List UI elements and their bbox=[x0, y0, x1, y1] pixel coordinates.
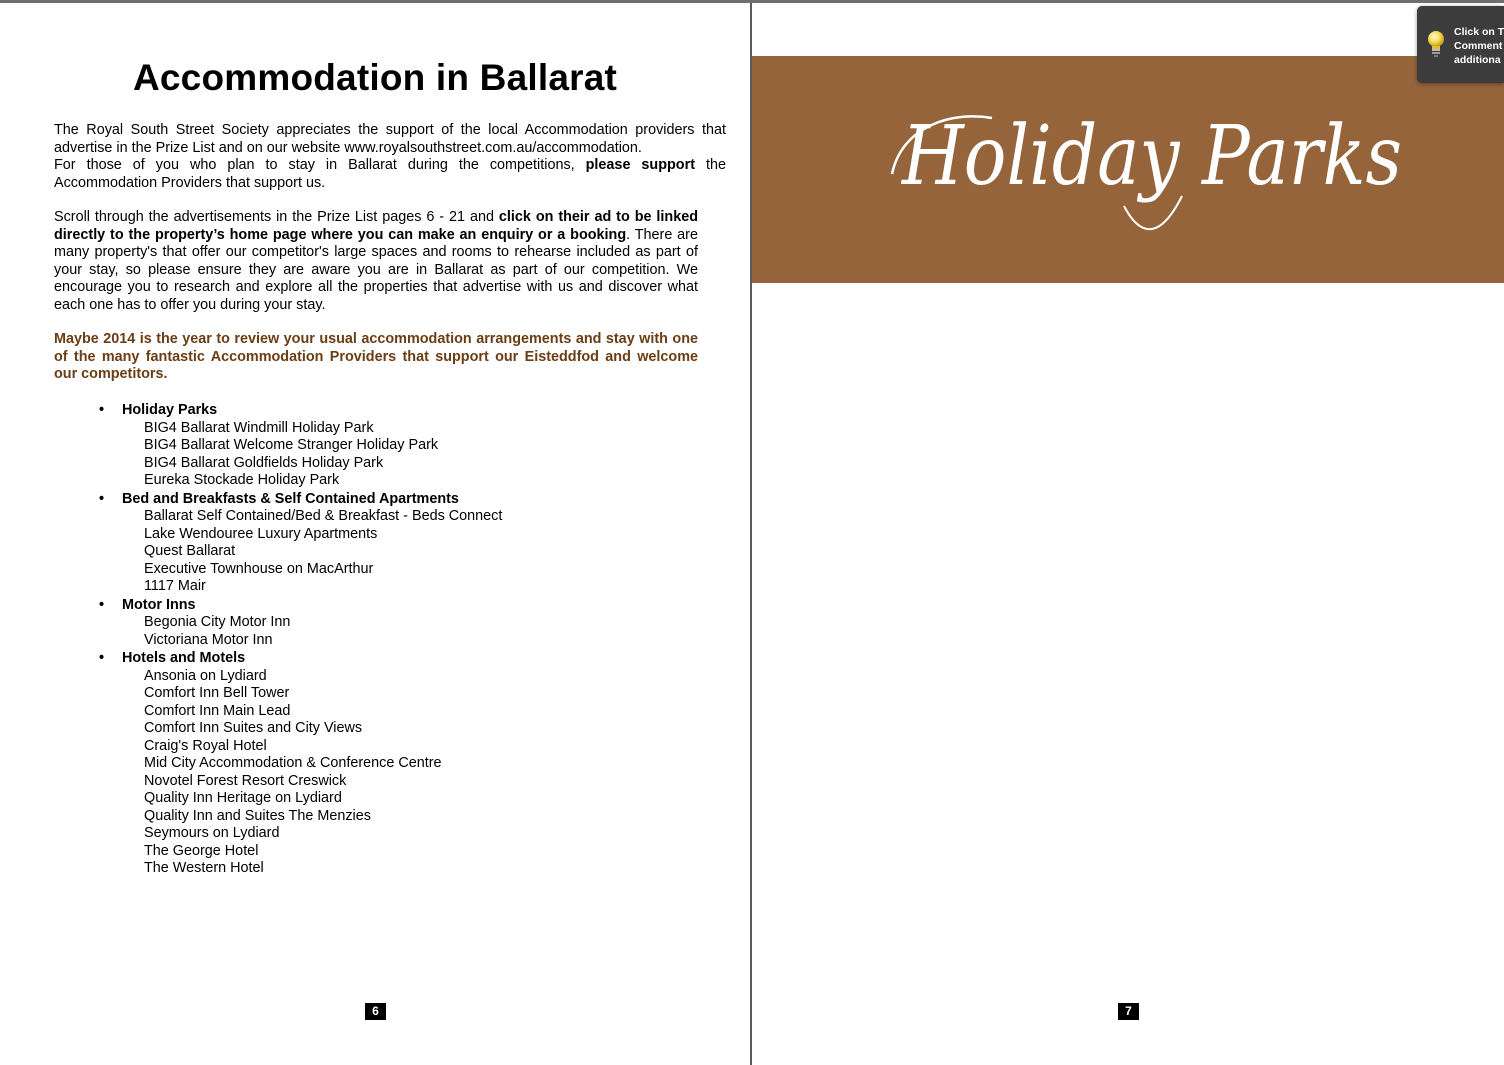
provider-item[interactable]: Begonia City Motor Inn bbox=[144, 614, 291, 630]
provider-item[interactable]: Mid City Accommodation & Conference Centre bbox=[144, 755, 442, 771]
tooltip-text bbox=[1454, 25, 1504, 67]
category-heading: Bed and Breakfasts & Self Contained Apartments bbox=[122, 490, 459, 507]
tooltip-line: additiona bbox=[1454, 54, 1501, 66]
provider-item[interactable]: Comfort Inn Suites and City Views bbox=[144, 720, 363, 736]
provider-item[interactable]: Lake Wendouree Luxury Apartments bbox=[144, 525, 378, 542]
provider-list bbox=[122, 614, 704, 649]
intro-line-2-end: the Accommodation Providers that support us. bbox=[54, 157, 726, 191]
intro-line-2-start: For those of you who plan to stay in Ballarat during the competitions, bbox=[54, 157, 586, 174]
page-7 bbox=[752, 3, 1504, 1065]
provider-item[interactable]: Novotel Forest Resort Creswick bbox=[144, 772, 347, 789]
provider-list bbox=[122, 420, 704, 490]
page-number-7: 7 bbox=[1118, 1003, 1139, 1020]
banner-title-text: Holiday Parks bbox=[900, 109, 1402, 204]
tooltip-line: Click on T bbox=[1454, 26, 1504, 38]
provider-item[interactable]: Eureka Stockade Holiday Park bbox=[144, 472, 340, 488]
category-bed-and-breakfasts bbox=[54, 491, 704, 596]
bullet-icon: • bbox=[99, 402, 105, 418]
provider-item[interactable]: The George Hotel bbox=[144, 842, 259, 859]
provider-item[interactable]: Quality Inn Heritage on Lydiard bbox=[144, 790, 342, 806]
please-support-text: please support bbox=[585, 157, 695, 174]
provider-item[interactable]: Quest Ballarat bbox=[144, 543, 236, 559]
page-number-6: 6 bbox=[365, 1003, 386, 1020]
provider-item[interactable]: Victoriana Motor Inn bbox=[144, 631, 273, 648]
provider-item[interactable]: Craig's Royal Hotel bbox=[144, 737, 267, 754]
category-heading: Holiday Parks bbox=[122, 402, 218, 418]
lightbulb-icon bbox=[1426, 30, 1446, 60]
provider-list bbox=[122, 668, 704, 878]
provider-item[interactable]: Executive Townhouse on MacArthur bbox=[144, 560, 374, 577]
provider-item[interactable]: BIG4 Ballarat Windmill Holiday Park bbox=[144, 419, 374, 436]
scroll-text-start: Scroll through the advertisements in the Prize List pages 6 - 21 and bbox=[54, 209, 499, 225]
click-ad-text: click on their ad to be linked directly to the property’s home page where you can make an enquiry or a booking bbox=[54, 209, 699, 243]
holiday-parks-script-title bbox=[752, 56, 1504, 283]
comment-tooltip[interactable] bbox=[1417, 6, 1504, 83]
scroll-text-end: . There are many property's that offer our competitor's large spaces and rooms to rehearse included as part of your stay, so please ensure they are aware you are in Ballarat as part of our competition. We encourage you to research and explore all the properties that advertise with us and discover what each one has to offer you during your stay. bbox=[54, 226, 698, 313]
provider-item[interactable]: 1117 Mair bbox=[144, 578, 206, 594]
intro-paragraph bbox=[54, 122, 726, 192]
tooltip-line: Comment bbox=[1454, 40, 1503, 52]
bullet-icon: • bbox=[99, 490, 105, 507]
scroll-paragraph bbox=[54, 209, 698, 315]
provider-list bbox=[122, 508, 704, 596]
category-heading: Motor Inns bbox=[122, 596, 196, 613]
accommodation-list bbox=[54, 402, 704, 878]
provider-item[interactable]: Quality Inn and Suites The Menzies bbox=[144, 807, 371, 824]
page-title: Accommodation in Ballarat bbox=[132, 57, 618, 98]
category-holiday-parks bbox=[54, 402, 704, 490]
intro-line-1: The Royal South Street Society appreciates the support of the local Accommodation providers that advertise in the Prize List and on our website www.royalsouthstreet.com.au/accommodation. bbox=[54, 122, 726, 156]
category-heading: Hotels and Motels bbox=[122, 650, 246, 666]
provider-item[interactable]: The Western Hotel bbox=[144, 860, 264, 876]
category-motor-inns bbox=[54, 597, 704, 650]
bullet-icon: • bbox=[99, 650, 105, 666]
holiday-parks-banner[interactable] bbox=[752, 56, 1504, 283]
bullet-icon: • bbox=[99, 596, 105, 613]
provider-item[interactable]: BIG4 Ballarat Goldfields Holiday Park bbox=[144, 454, 384, 471]
maybe-2014-paragraph: Maybe 2014 is the year to review your usual accommodation arrangements and stay with one of the many fantastic Accommodation Providers that support our Eisteddfod and welcome our competitors. bbox=[54, 331, 698, 383]
provider-item[interactable]: Comfort Inn Bell Tower bbox=[144, 685, 290, 701]
provider-item[interactable]: Ansonia on Lydiard bbox=[144, 667, 267, 684]
provider-item[interactable]: Comfort Inn Main Lead bbox=[144, 702, 291, 719]
provider-item[interactable]: Seymours on Lydiard bbox=[144, 825, 280, 841]
provider-item[interactable]: Ballarat Self Contained/Bed & Breakfast - Beds Connect bbox=[144, 508, 503, 524]
provider-item[interactable]: BIG4 Ballarat Welcome Stranger Holiday Park bbox=[144, 437, 439, 453]
category-hotels-and-motels bbox=[54, 650, 704, 878]
page-6 bbox=[0, 3, 750, 1065]
